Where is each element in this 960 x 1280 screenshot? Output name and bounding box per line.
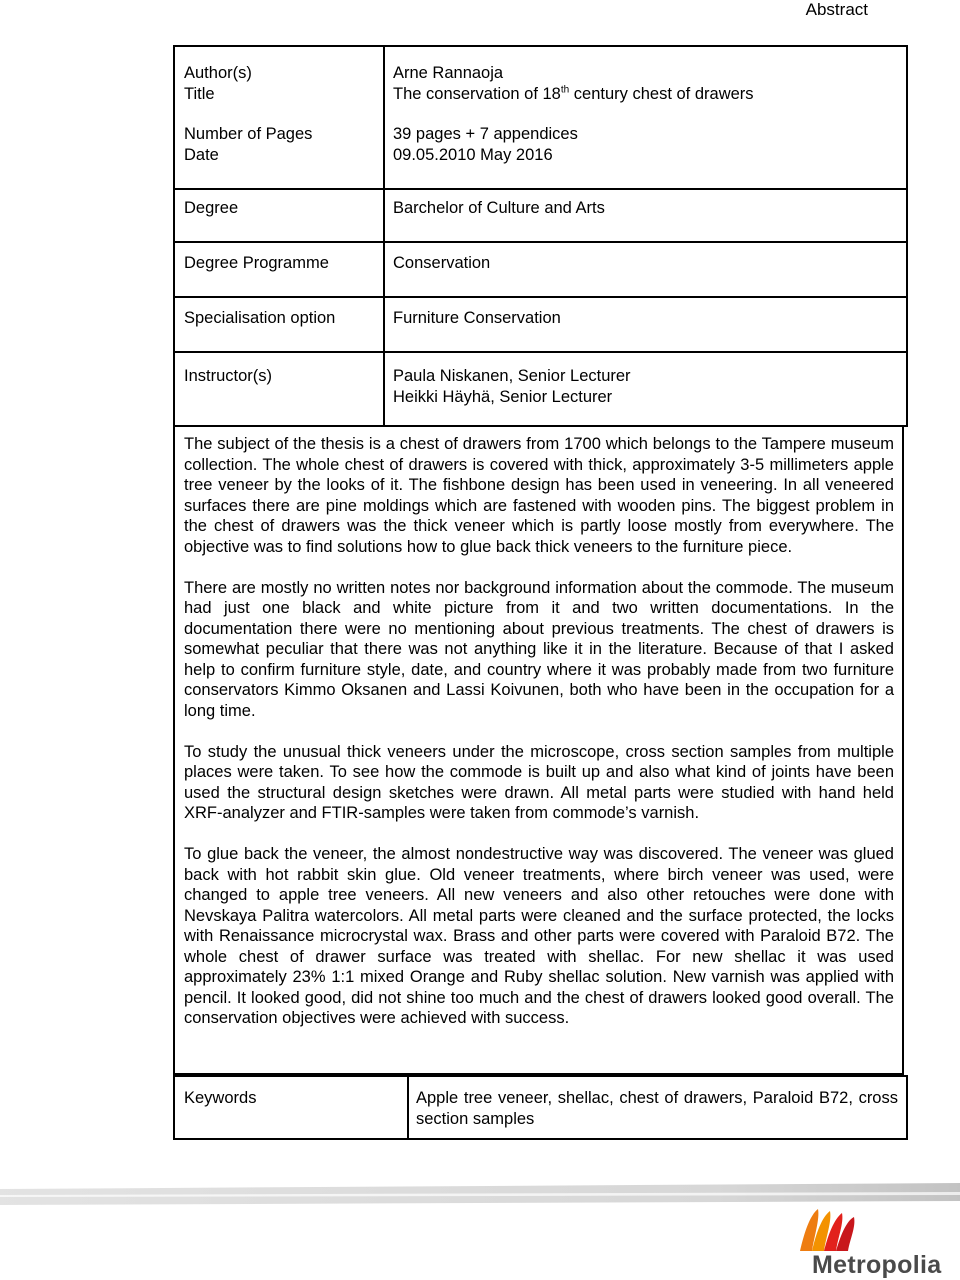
programme-value: Conservation <box>393 254 491 272</box>
instructor-2: Heikki Häyhä, Senior Lecturer <box>393 388 613 406</box>
title-value: The conservation of 18th century chest of drawers <box>393 84 754 103</box>
instructor-1: Paula Niskanen, Senior Lecturer <box>393 367 631 385</box>
keywords-value: Apple tree veneer, shellac, chest of drawers, Paraloid B72, cross section samples <box>416 1089 898 1128</box>
keywords-table <box>173 1075 908 1140</box>
abstract-body <box>173 425 904 1075</box>
metadata-table <box>173 45 908 427</box>
degree-row <box>175 188 906 243</box>
pages-value: 39 pages + 7 appendices <box>393 125 578 143</box>
author-value: Arne Rannaoja <box>393 64 504 82</box>
title-label: Title <box>184 85 215 103</box>
specialisation-row <box>175 298 906 353</box>
specialisation-value: Furniture Conservation <box>393 309 561 327</box>
degree-value: Barchelor of Culture and Arts <box>393 199 605 217</box>
date-value: 09.05.2010 May 2016 <box>393 146 553 164</box>
instructors-label: Instructor(s) <box>184 367 273 385</box>
specialisation-label: Specialisation option <box>184 309 336 327</box>
author-label: Author(s) <box>184 64 252 82</box>
abstract-paragraph: To study the unusual thick veneers under the microscope, cross section samples from multiple places were taken. To see how the commode is built up and also what kind of joints have been used the structural design sketches were drawn. All metal parts were studied with hand held XRF-analyzer and FTIR-samples were taken from commode’s varnish. <box>184 742 894 822</box>
column-divider <box>407 1077 409 1138</box>
footer-band-decoration <box>0 1183 960 1205</box>
keywords-label: Keywords <box>184 1089 257 1107</box>
pages-label: Number of Pages <box>184 125 313 143</box>
author-title-row <box>175 47 906 190</box>
instructors-row <box>175 353 906 425</box>
abstract-paragraph: The subject of the thesis is a chest of drawers from 1700 which belongs to the Tampere museum collection. The whole chest of drawers is covered with thick, approximately 3-5 millimeters apple tree veneer by the looks of it. The fishbone design has been used in veneering. In all veneered surfaces there are pine moldings which are fastened with wooden pins. The biggest problem in the chest of drawers was the thick veneer which is partly loose mostly from everywhere. The objective was to find solutions how to glue back thick veneers to the furniture piece. <box>184 435 894 556</box>
programme-row <box>175 243 906 298</box>
programme-label: Degree Programme <box>184 254 329 272</box>
metropolia-logo-text: Metropolia <box>812 1251 942 1279</box>
abstract-paragraph: To glue back the veneer, the almost nondestructive way was discovered. The veneer was glued back with hot rabbit skin glue. Old veneer treatments, where birch veneer was used, were changed to apple tree veneers. All new veneers and also other retouches were done with Nevskaya Palitra watercolors. All metal parts were cleaned and the surface protected, the locks with Renaissance microcrystal wax. Brass and other parts were covered with Paraloid B72. The whole chest of drawer surface was treated with shellac. For new shellac it was used approximately 23% 1:1 mixed Orange and Ruby shellac solution. New varnish was applied with pencil. It looked good, did not shine too much and the chest of drawers looked good overall. The conservation objectives were achieved with success. <box>184 845 894 1027</box>
date-label: Date <box>184 146 219 164</box>
degree-label: Degree <box>184 199 239 217</box>
page-header-label: Abstract <box>805 0 868 19</box>
abstract-paragraph: There are mostly no written notes nor background information about the commode. The museum had just one black and white picture from it and two written documentations. In the documentation there were no mentioning about previous treatments. The chest of drawers is somewhat peculiar that there was not anything like it in the literature. Because of that I asked help to confirm furniture style, date, and country where it was probably made from two furniture conservators Kimmo Oksanen and Lassi Koivunen, both who have been in the occupation for a long time. <box>184 578 894 720</box>
